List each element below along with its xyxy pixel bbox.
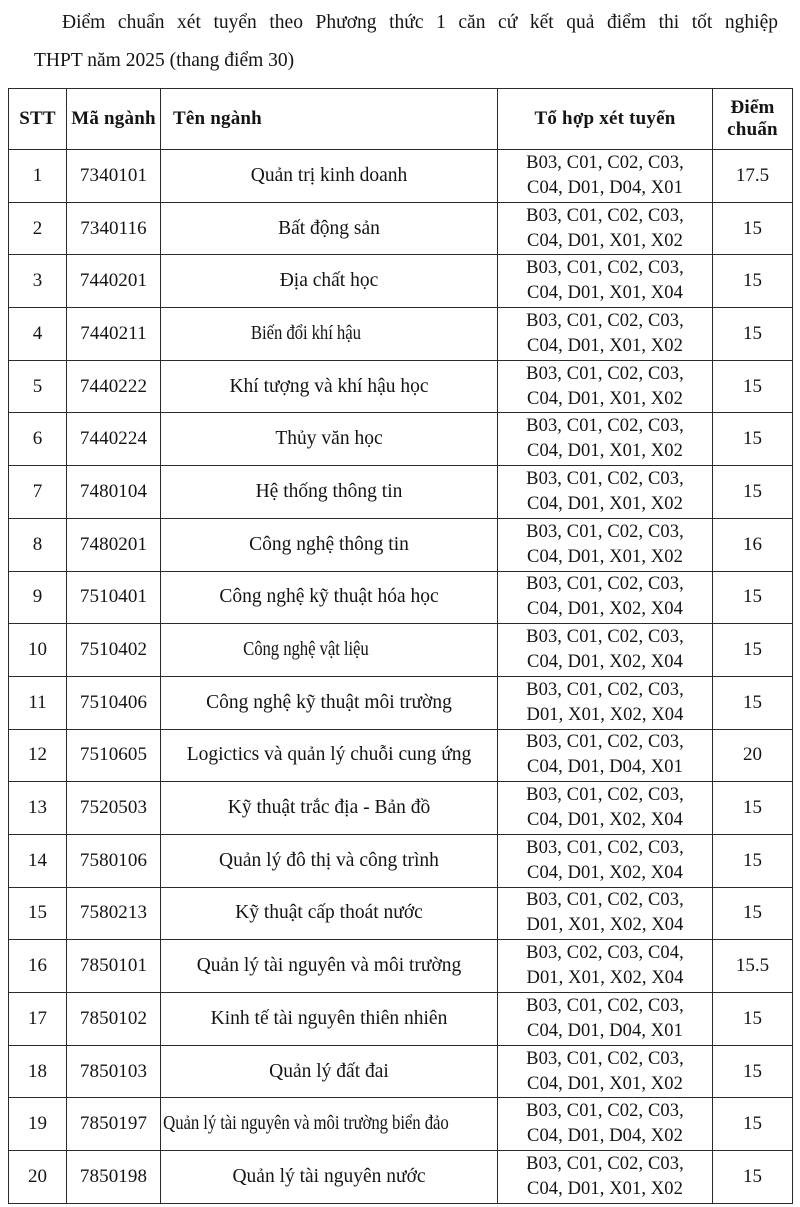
combo-line-1: B03, C01, C02, C03, (526, 837, 684, 858)
cell-major-code: 7580213 (67, 887, 161, 940)
combo-line-1: B03, C02, C03, C04, (526, 943, 684, 964)
cell-major-code: 7850103 (67, 1045, 161, 1098)
combo-line-1: B03, C01, C02, C03, (526, 521, 684, 542)
cell-benchmark-score: 15 (713, 782, 793, 835)
cell-major-code: 7480104 (67, 466, 161, 519)
intro-line-2: THPT năm 2025 (thang điểm 30) (34, 50, 295, 71)
combo-line-1: B03, C01, C02, C03, (526, 1048, 684, 1069)
table-body (9, 150, 793, 1204)
cell-stt: 18 (9, 1045, 67, 1098)
cell-subject-combinations (498, 782, 713, 835)
cell-benchmark-score: 15 (713, 255, 793, 308)
combo-line-2: C04, D01, X01, X02 (527, 493, 683, 514)
cell-benchmark-score: 17.5 (713, 150, 793, 203)
cell-major-name: Biến đổi khí hậu (161, 308, 451, 361)
table-row (9, 518, 793, 571)
cell-subject-combinations (498, 1045, 713, 1098)
cell-stt: 11 (9, 676, 67, 729)
cell-major-name: Bất động sản (161, 202, 498, 255)
cell-stt: 3 (9, 255, 67, 308)
table-row (9, 1098, 793, 1151)
combo-line-2: D01, X01, X02, X04 (526, 915, 684, 936)
cell-stt: 8 (9, 518, 67, 571)
table-header (9, 89, 793, 150)
table-row (9, 887, 793, 940)
cell-major-name: Thủy văn học (161, 413, 498, 466)
cell-major-code: 7850197 (67, 1098, 161, 1151)
cell-major-name: Địa chất học (161, 255, 498, 308)
cell-subject-combinations (498, 571, 713, 624)
cell-major-name: Kỹ thuật trắc địa - Bản đồ (161, 782, 498, 835)
cell-benchmark-score: 20 (713, 729, 793, 782)
cell-major-code: 7850101 (67, 940, 161, 993)
table-row (9, 360, 793, 413)
cell-major-code: 7520503 (67, 782, 161, 835)
cell-subject-combinations (498, 466, 713, 519)
combo-line-2: C04, D01, D04, X01 (527, 1020, 683, 1041)
table-row (9, 782, 793, 835)
cell-subject-combinations (498, 1098, 713, 1151)
cell-major-name: Quản lý đất đai (161, 1045, 498, 1098)
cell-major-code: 7340101 (67, 150, 161, 203)
cell-subject-combinations (498, 729, 713, 782)
cell-major-code: 7580106 (67, 834, 161, 887)
column-header-score: Điểm chuẩn (713, 89, 793, 150)
table-row (9, 571, 793, 624)
combo-line-2: C04, D01, D04, X01 (527, 177, 683, 198)
cell-major-code: 7510401 (67, 571, 161, 624)
cell-subject-combinations (498, 624, 713, 677)
cell-major-name: Công nghệ kỹ thuật môi trường (161, 676, 498, 729)
table-row (9, 624, 793, 677)
combo-line-1: B03, C01, C02, C03, (526, 732, 684, 753)
table-row (9, 202, 793, 255)
combo-line-2: C04, D01, X01, X02 (527, 388, 683, 409)
cell-major-code: 7480201 (67, 518, 161, 571)
combo-line-2: C04, D01, X02, X04 (527, 810, 683, 831)
combo-line-2: C04, D01, D04, X01 (527, 757, 683, 778)
combo-line-2: C04, D01, X01, X04 (527, 283, 683, 304)
cell-stt: 17 (9, 993, 67, 1046)
admission-scores-table-wrapper (8, 88, 792, 1204)
cell-benchmark-score: 16 (713, 518, 793, 571)
cell-major-code: 7440222 (67, 360, 161, 413)
cell-major-name: Quản trị kinh doanh (161, 150, 498, 203)
combo-line-2: C04, D01, X01, X02 (527, 335, 683, 356)
cell-stt: 15 (9, 887, 67, 940)
cell-major-name: Hệ thống thông tin (161, 466, 498, 519)
cell-benchmark-score: 15 (713, 308, 793, 361)
column-header-name: Tên ngành (161, 89, 498, 150)
column-header-code: Mã ngành (67, 89, 161, 150)
cell-benchmark-score: 15 (713, 624, 793, 677)
cell-stt: 6 (9, 413, 67, 466)
column-header-stt: STT (9, 89, 67, 150)
column-header-combo: Tổ hợp xét tuyển (498, 89, 713, 150)
table-row (9, 413, 793, 466)
intro-paragraph (34, 4, 778, 80)
combo-line-1: B03, C01, C02, C03, (526, 363, 684, 384)
cell-stt: 4 (9, 308, 67, 361)
cell-subject-combinations (498, 413, 713, 466)
cell-benchmark-score: 15.5 (713, 940, 793, 993)
cell-major-name: Quản lý đô thị và công trình (161, 834, 498, 887)
cell-subject-combinations (498, 360, 713, 413)
cell-subject-combinations (498, 940, 713, 993)
cell-subject-combinations (498, 834, 713, 887)
cell-benchmark-score: 15 (713, 571, 793, 624)
cell-benchmark-score: 15 (713, 413, 793, 466)
cell-major-name: Quản lý tài nguyên và môi trường (161, 940, 498, 993)
cell-stt: 1 (9, 150, 67, 203)
cell-benchmark-score: 15 (713, 676, 793, 729)
combo-line-1: B03, C01, C02, C03, (526, 679, 684, 700)
cell-subject-combinations (498, 308, 713, 361)
cell-benchmark-score: 15 (713, 466, 793, 519)
cell-benchmark-score: 15 (713, 202, 793, 255)
cell-subject-combinations (498, 993, 713, 1046)
cell-stt: 5 (9, 360, 67, 413)
combo-line-2: C04, D01, X01, X02 (527, 1073, 683, 1094)
combo-line-2: C04, D01, X01, X02 (527, 230, 683, 251)
cell-benchmark-score: 15 (713, 1151, 793, 1204)
cell-benchmark-score: 15 (713, 834, 793, 887)
cell-major-name: Logictics và quản lý chuỗi cung ứng (161, 729, 498, 782)
table-row (9, 834, 793, 887)
combo-line-1: B03, C01, C02, C03, (526, 1101, 684, 1122)
cell-subject-combinations (498, 887, 713, 940)
combo-line-1: B03, C01, C02, C03, (526, 574, 684, 595)
cell-stt: 12 (9, 729, 67, 782)
cell-major-code: 7440224 (67, 413, 161, 466)
cell-benchmark-score: 15 (713, 887, 793, 940)
table-row (9, 466, 793, 519)
cell-major-code: 7440201 (67, 255, 161, 308)
combo-line-1: B03, C01, C02, C03, (526, 310, 684, 331)
cell-major-code: 7850102 (67, 993, 161, 1046)
cell-stt: 9 (9, 571, 67, 624)
combo-line-2: C04, D01, D04, X02 (527, 1126, 683, 1147)
cell-stt: 14 (9, 834, 67, 887)
cell-stt: 2 (9, 202, 67, 255)
cell-subject-combinations (498, 676, 713, 729)
table-row (9, 255, 793, 308)
combo-line-2: C04, D01, X02, X04 (527, 862, 683, 883)
cell-benchmark-score: 15 (713, 1045, 793, 1098)
cell-major-code: 7440211 (67, 308, 161, 361)
cell-subject-combinations (498, 202, 713, 255)
combo-line-1: B03, C01, C02, C03, (526, 468, 684, 489)
cell-stt: 7 (9, 466, 67, 519)
cell-subject-combinations (498, 150, 713, 203)
combo-line-1: B03, C01, C02, C03, (526, 152, 684, 173)
table-row (9, 940, 793, 993)
table-row (9, 150, 793, 203)
cell-major-code: 7510406 (67, 676, 161, 729)
cell-major-name: Công nghệ vật liệu (161, 624, 451, 677)
combo-line-2: D01, X01, X02, X04 (526, 704, 684, 725)
table-row (9, 676, 793, 729)
cell-subject-combinations (498, 1151, 713, 1204)
combo-line-2: C04, D01, X02, X04 (527, 599, 683, 620)
cell-major-name: Khí tượng và khí hậu học (161, 360, 498, 413)
combo-line-2: C04, D01, X01, X02 (527, 1178, 683, 1199)
cell-major-code: 7340116 (67, 202, 161, 255)
combo-line-1: B03, C01, C02, C03, (526, 890, 684, 911)
combo-line-1: B03, C01, C02, C03, (526, 1153, 684, 1174)
combo-line-1: B03, C01, C02, C03, (526, 205, 684, 226)
cell-stt: 10 (9, 624, 67, 677)
cell-major-code: 7850198 (67, 1151, 161, 1204)
cell-benchmark-score: 15 (713, 1098, 793, 1151)
cell-major-name: Công nghệ thông tin (161, 518, 498, 571)
cell-subject-combinations (498, 255, 713, 308)
combo-line-1: B03, C01, C02, C03, (526, 416, 684, 437)
combo-line-2: C04, D01, X02, X04 (527, 652, 683, 673)
cell-benchmark-score: 15 (713, 993, 793, 1046)
table-row (9, 1151, 793, 1204)
cell-stt: 19 (9, 1098, 67, 1151)
combo-line-2: C04, D01, X01, X02 (527, 546, 683, 567)
cell-major-name: Quản lý tài nguyên và môi trường biển đảo (161, 1098, 451, 1151)
table-row (9, 993, 793, 1046)
admission-scores-table (8, 88, 793, 1204)
combo-line-1: B03, C01, C02, C03, (526, 627, 684, 648)
combo-line-1: B03, C01, C02, C03, (526, 258, 684, 279)
intro-line-1: Điểm chuẩn xét tuyển theo Phương thức 1 căn cứ kết quả điểm thi tốt nghiệp (62, 12, 778, 33)
cell-major-name: Quản lý tài nguyên nước (161, 1151, 498, 1204)
cell-major-name: Kinh tế tài nguyên thiên nhiên (161, 993, 498, 1046)
combo-line-1: B03, C01, C02, C03, (526, 995, 684, 1016)
table-row (9, 1045, 793, 1098)
combo-line-2: C04, D01, X01, X02 (527, 441, 683, 462)
table-row (9, 308, 793, 361)
cell-major-name: Công nghệ kỹ thuật hóa học (161, 571, 498, 624)
cell-stt: 16 (9, 940, 67, 993)
cell-stt: 20 (9, 1151, 67, 1204)
table-row (9, 729, 793, 782)
combo-line-1: B03, C01, C02, C03, (526, 785, 684, 806)
cell-major-name: Kỹ thuật cấp thoát nước (161, 887, 498, 940)
cell-major-code: 7510402 (67, 624, 161, 677)
cell-benchmark-score: 15 (713, 360, 793, 413)
combo-line-2: D01, X01, X02, X04 (526, 968, 684, 989)
cell-major-code: 7510605 (67, 729, 161, 782)
cell-subject-combinations (498, 518, 713, 571)
table-header-row (9, 89, 793, 150)
cell-stt: 13 (9, 782, 67, 835)
